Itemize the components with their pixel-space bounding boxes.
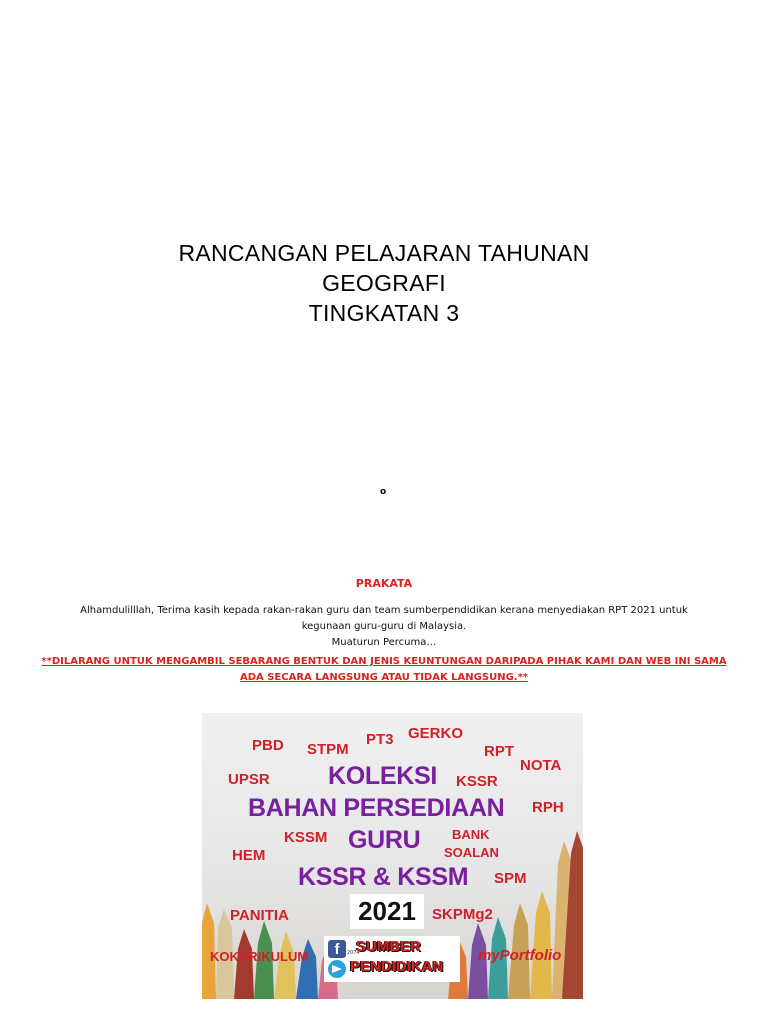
prakata-line-1: Alhamdulilllah, Terima kasih kepada rakan-rakan guru dan team sumberpendidikan kerana menyediakan RPT 2021 untuk (80, 605, 688, 616)
promo-poster-image (202, 713, 583, 999)
document-title (0, 238, 768, 328)
warning-notice (40, 654, 728, 686)
telegram-icon (328, 960, 346, 978)
prakata-line-3: Muaturun Percuma… (331, 637, 437, 648)
sumber-pendidikan-logo (324, 936, 460, 982)
bullet-marker: o (380, 487, 387, 497)
poster-word-kssm: KSSM (284, 829, 328, 846)
poster-word-hem: HEM (232, 847, 266, 864)
title-line-2: GEOGRAFI (322, 270, 446, 296)
warning-line-2: ADA SECARA LANGSUNG ATAU TIDAK LANGSUNG.** (239, 672, 529, 683)
logo-small-text: 2074 (347, 950, 360, 956)
poster-word-kokurikulum: KOKURIKULUM (210, 949, 309, 964)
logo-line-2: PENDIDIKAN (350, 958, 444, 975)
poster-word-myportfolio: myPortfolio (478, 947, 562, 964)
facebook-icon: f (328, 940, 346, 958)
poster-word-upsr: UPSR (228, 771, 270, 788)
poster-word-pbd: PBD (252, 737, 284, 754)
poster-word-panitia: PANITIA (230, 907, 289, 924)
poster-word-nota: NOTA (520, 757, 562, 774)
poster-word-spm: SPM (494, 870, 527, 887)
poster-headline-guru: GURU (348, 826, 421, 854)
logo-line-1: SUMBER (356, 938, 422, 955)
poster-year: 2021 (350, 894, 424, 929)
poster-headline-kssr-kssm: KSSR & KSSM (298, 863, 469, 891)
prakata-line-2: kegunaan guru-guru di Malaysia. (301, 621, 467, 632)
poster-word-soalan: SOALAN (444, 845, 499, 860)
title-line-1: RANCANGAN PELAJARAN TAHUNAN (178, 240, 590, 266)
poster-word-skpmg2: SKPMg2 (432, 906, 493, 923)
poster-word-kssr: KSSR (456, 773, 498, 790)
poster-headline-koleksi: KOLEKSI (328, 762, 438, 790)
prakata-body (50, 603, 718, 651)
poster-word-pt3: PT3 (366, 731, 394, 748)
poster-word-gerko: GERKO (408, 725, 464, 742)
warning-line-1: **DILARANG UNTUK MENGAMBIL SEBARANG BENTUK DAN JENIS KEUNTUNGAN DARIPADA PIHAK KAMI DAN WEB INI SAMA (41, 656, 727, 667)
poster-word-stpm: STPM (307, 741, 349, 758)
poster-headline-bahan: BAHAN PERSEDIAAN (248, 794, 505, 822)
poster-word-rph: RPH (532, 799, 564, 816)
poster-word-bank: BANK (452, 827, 490, 842)
poster-word-rpt: RPT (484, 743, 514, 760)
title-line-3: TINGKATAN 3 (308, 300, 460, 326)
prakata-heading: PRAKATA (355, 577, 413, 590)
